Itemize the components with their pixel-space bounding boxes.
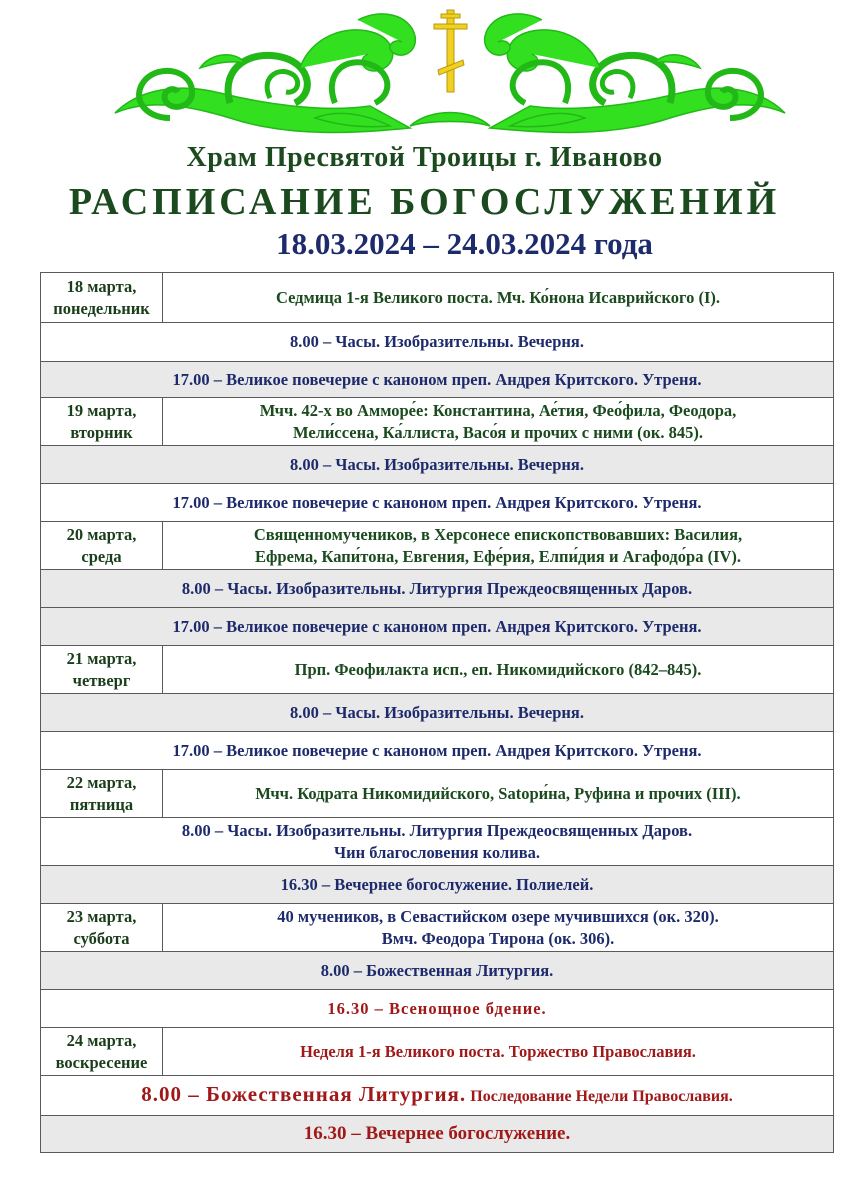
service-row: 17.00 – Великое повечерие с каноном преп. Андрея Критского. Утреня. (41, 732, 834, 770)
service-row: 8.00 – Часы. Изобразительны. Вечерня. (41, 446, 834, 484)
day-date: 24 марта, воскресение (41, 1028, 163, 1076)
day-row (41, 273, 834, 323)
service-row: 8.00 – Божественная Литургия. Последование Недели Православия. (41, 1076, 834, 1116)
day-date: 21 марта, четверг (41, 646, 163, 694)
day-commemoration: Седмица 1-я Великого поста. Мч. Ко́нона Исаврийского (I). (163, 273, 834, 323)
service-row: 16.30 – Всенощное бдение. (41, 990, 834, 1028)
day-row (41, 1028, 834, 1076)
service-row: 17.00 – Великое повечерие с каноном преп. Андрея Критского. Утреня. (41, 608, 834, 646)
day-commemoration: Мчч. Кодрата Никомидийского, Satори́на, Руфина и прочих (III). (163, 770, 834, 818)
day-date: 20 марта, среда (41, 522, 163, 570)
service-row: 8.00 – Часы. Изобразительны. Литургия Преждеосвященных Даров. (41, 570, 834, 608)
day-date: 22 марта, пятница (41, 770, 163, 818)
day-commemoration: Прп. Феофилакта исп., еп. Никомидийского (842–845). (163, 646, 834, 694)
service-row: 8.00 – Часы. Изобразительны. Литургия Преждеосвященных Даров. Чин благословения колива. (41, 818, 834, 866)
day-date: 19 марта, вторник (41, 398, 163, 446)
service-row: 16.30 – Вечернее богослужение. Полиелей. (41, 866, 834, 904)
day-date: 23 марта, суббота (41, 904, 163, 952)
service-row: 16.30 – Вечернее богослужение. (41, 1116, 834, 1153)
day-date: 18 марта, понедельник (41, 273, 163, 323)
schedule-table (40, 272, 834, 1153)
service-row: 8.00 – Божественная Литургия. (41, 952, 834, 990)
day-row (41, 398, 834, 446)
day-commemoration: Мчч. 42-х во Амморе́е: Константина, Ае́тия, Фео́фила, Феодора, Мели́ссена, Ка́ллиста, Васо́я и прочих с ними (ок. 845). (163, 398, 834, 446)
service-row: 17.00 – Великое повечерие с каноном преп. Андрея Критского. Утреня. (41, 484, 834, 522)
orthodox-cross-icon (434, 10, 467, 92)
service-row: 17.00 – Великое повечерие с каноном преп. Андрея Критского. Утреня. (41, 362, 834, 398)
day-commemoration: 40 мучеников, в Севастийском озере мучившихся (ок. 320). Вмч. Феодора Тирона (ок. 306). (163, 904, 834, 952)
day-row (41, 522, 834, 570)
day-commemoration: Неделя 1-я Великого поста. Торжество Православия. (163, 1028, 834, 1076)
date-range: 18.03.2024 – 24.03.2024 года (276, 226, 653, 261)
service-row: 8.00 – Часы. Изобразительны. Вечерня. (41, 694, 834, 732)
day-row (41, 770, 834, 818)
day-row (41, 646, 834, 694)
page-title: РАСПИСАНИЕ БОГОСЛУЖЕНИЙ (68, 181, 781, 223)
day-row (41, 904, 834, 952)
floral-ornament-header (110, 8, 790, 143)
service-row: 8.00 – Часы. Изобразительны. Вечерня. (41, 323, 834, 362)
church-name: Храм Пресвятой Троицы г. Иваново (186, 142, 663, 173)
day-commemoration: Священномучеников, в Херсонесе епископствовавших: Василия, Ефрема, Капи́тона, Евгения, Ефе́рия, Елпи́дия и Агафодо́ра (IV). (163, 522, 834, 570)
